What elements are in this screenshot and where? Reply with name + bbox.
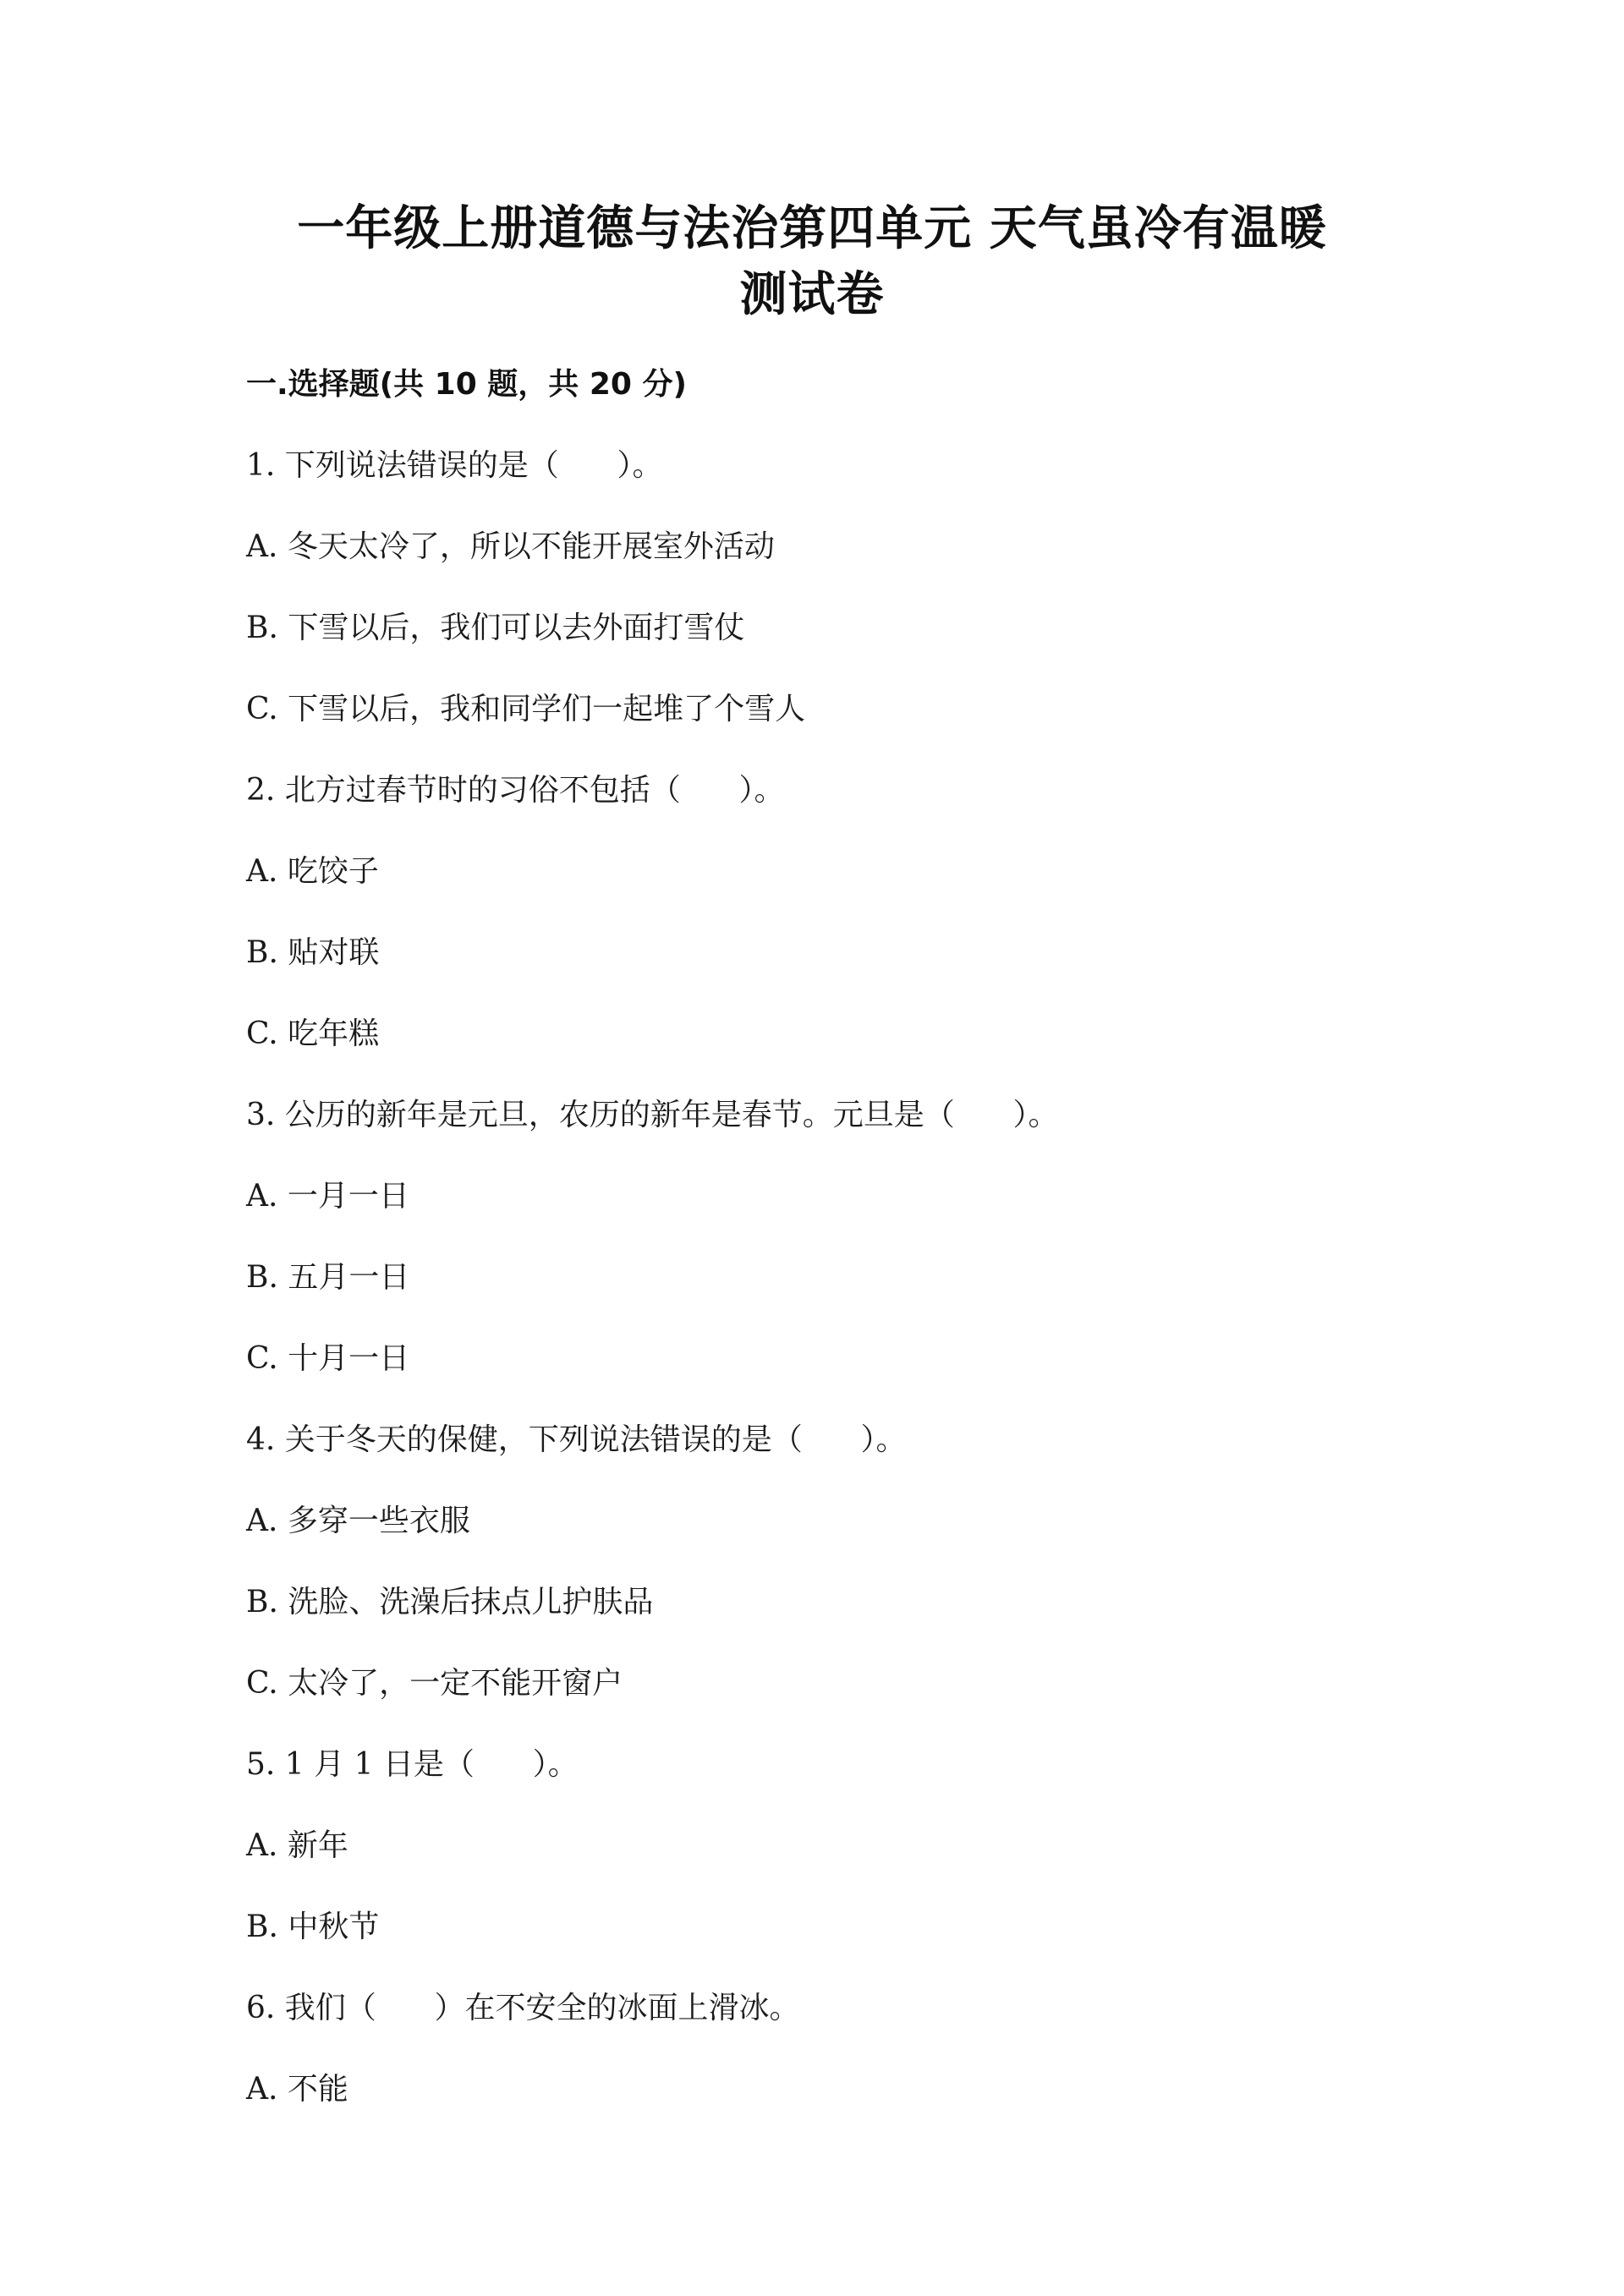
answer-option: C. 下雪以后，我和同学们一起堆了个雪人 — [246, 692, 806, 726]
exam-title-line-2: 测试卷 — [739, 267, 885, 322]
answer-option: B. 中秋节 — [246, 1910, 380, 1944]
answer-option: A. 冬天太冷了，所以不能开展室外活动 — [246, 529, 775, 564]
answer-option: C. 吃年糕 — [246, 1016, 380, 1051]
answer-option: B. 贴对联 — [246, 935, 380, 970]
question-stem: 6. 我们（ ）在不安全的冰面上滑冰。 — [246, 1991, 800, 2025]
question-stem: 5. 1 月 1 日是（ ）。 — [246, 1747, 579, 1782]
exam-title-line-1: 一年级上册道德与法治第四单元 天气虽冷有温暖 — [297, 201, 1327, 256]
answer-option: A. 吃饺子 — [246, 854, 379, 889]
answer-option: C. 太冷了，一定不能开窗户 — [246, 1666, 623, 1701]
section-heading: 一.选择题(共 10 题，共 20 分) — [246, 367, 687, 402]
answer-option: A. 不能 — [246, 2072, 348, 2107]
answer-option: C. 十月一日 — [246, 1341, 410, 1376]
answer-option: B. 洗脸、洗澡后抹点儿护肤品 — [246, 1585, 654, 1619]
answer-option: A. 新年 — [246, 1828, 348, 1863]
question-stem: 1. 下列说法错误的是（ ）。 — [246, 448, 663, 483]
answer-option: A. 多穿一些衣服 — [246, 1504, 470, 1538]
question-stem: 3. 公历的新年是元旦，农历的新年是春节。元旦是（ ）。 — [246, 1098, 1059, 1132]
answer-option: A. 一月一日 — [246, 1179, 409, 1214]
answer-option: B. 五月一日 — [246, 1260, 410, 1295]
question-stem: 2. 北方过春节时的习俗不包括（ ）。 — [246, 773, 785, 808]
question-stem: 4. 关于冬天的保健，下列说法错误的是（ ）。 — [246, 1422, 907, 1457]
answer-option: B. 下雪以后，我们可以去外面打雪仗 — [246, 611, 745, 645]
